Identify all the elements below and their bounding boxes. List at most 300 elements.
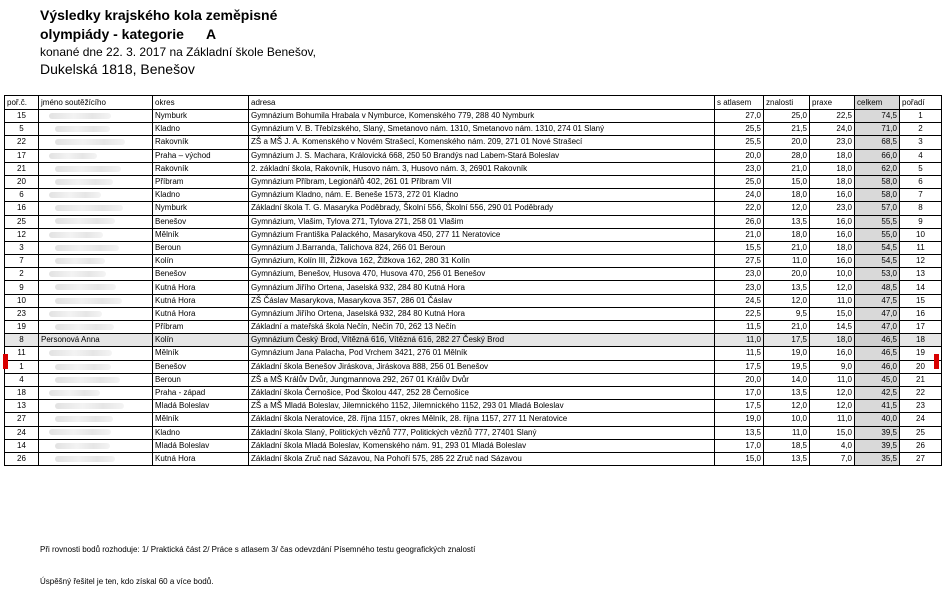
cell-okres: Kolín xyxy=(153,334,249,347)
table-row xyxy=(5,175,942,188)
cell-poradi: 19 xyxy=(900,347,942,360)
cell-okres: Kutná Hora xyxy=(153,307,249,320)
redacted-name xyxy=(55,324,114,330)
cell-praxe: 4,0 xyxy=(810,439,855,452)
col-header-okres: okres xyxy=(153,96,249,110)
table-row xyxy=(5,162,942,175)
cell-adresa: Gymnázium Příbram, Legionářů 402, 261 01 Příbram VII xyxy=(249,175,715,188)
cell-name xyxy=(39,400,153,413)
cell-atlas: 27,0 xyxy=(715,110,764,123)
cell-atlas: 13,5 xyxy=(715,426,764,439)
cell-celkem: 46,0 xyxy=(855,360,900,373)
cell-celkem: 71,0 xyxy=(855,123,900,136)
header-row xyxy=(5,96,942,110)
cell-atlas: 25,5 xyxy=(715,123,764,136)
cell-name xyxy=(39,386,153,399)
cell-adresa: Gymnázium Františka Palackého, Masarykova 450, 277 11 Neratovice xyxy=(249,228,715,241)
cell-name xyxy=(39,281,153,294)
redacted-name xyxy=(55,139,125,145)
cell-znalosti: 21,0 xyxy=(764,321,810,334)
redacted-name xyxy=(55,245,119,251)
cell-por: 5 xyxy=(5,123,39,136)
cell-praxe: 23,0 xyxy=(810,136,855,149)
cell-praxe: 16,0 xyxy=(810,347,855,360)
cell-celkem: 54,5 xyxy=(855,241,900,254)
cell-okres: Mělník xyxy=(153,413,249,426)
cell-praxe: 11,0 xyxy=(810,294,855,307)
cell-name xyxy=(39,307,153,320)
cell-adresa: ZŠ a MŠ Mladá Boleslav, Jilemnického 1152, Jilemnického 1152, 293 01 Mladá Boleslav xyxy=(249,400,715,413)
cell-adresa: Základní škola Mladá Boleslav, Komenského nám. 91, 293 01 Mladá Boleslav xyxy=(249,439,715,452)
cell-praxe: 16,0 xyxy=(810,189,855,202)
cell-praxe: 15,0 xyxy=(810,307,855,320)
cell-okres: Mělník xyxy=(153,228,249,241)
redacted-name xyxy=(49,429,111,435)
cell-adresa: Gymnázium J. S. Machara, Královická 668, 250 50 Brandýs nad Labem-Stará Boleslav xyxy=(249,149,715,162)
table-row xyxy=(5,452,942,465)
cell-okres: Příbram xyxy=(153,321,249,334)
col-header-atlas: s atlasem xyxy=(715,96,764,110)
cell-znalosti: 20,0 xyxy=(764,268,810,281)
cell-praxe: 10,0 xyxy=(810,268,855,281)
cell-praxe: 24,0 xyxy=(810,123,855,136)
cell-adresa: Gymnázium Kladno, nám. E. Beneše 1573, 272 01 Kladno xyxy=(249,189,715,202)
cell-atlas: 23,0 xyxy=(715,268,764,281)
redacted-name xyxy=(55,456,115,462)
cell-por: 7 xyxy=(5,255,39,268)
cell-atlas: 20,0 xyxy=(715,373,764,386)
cell-poradi: 18 xyxy=(900,334,942,347)
cell-por: 10 xyxy=(5,294,39,307)
cell-atlas: 22,5 xyxy=(715,307,764,320)
cell-praxe: 18,0 xyxy=(810,334,855,347)
cell-por: 9 xyxy=(5,281,39,294)
cell-adresa: 2. základní škola, Rakovník, Husovo nám. 3, Husovo nám. 3, 26901 Rakovník xyxy=(249,162,715,175)
cell-celkem: 47,0 xyxy=(855,321,900,334)
redacted-name xyxy=(55,179,113,185)
cell-por: 23 xyxy=(5,307,39,320)
redacted-name xyxy=(49,311,102,317)
cell-praxe: 7,0 xyxy=(810,452,855,465)
cell-znalosti: 11,0 xyxy=(764,426,810,439)
cell-celkem: 35,5 xyxy=(855,452,900,465)
tiebreak-note: Při rovnosti bodů rozhoduje: 1/ Praktická část 2/ Práce s atlasem 3/ čas odevzdání Písemného testu geografických znalostí xyxy=(40,545,476,554)
cell-okres: Benešov xyxy=(153,268,249,281)
cell-adresa: ZŠ a MŠ J. A. Komenského v Novém Strašecí, Komenského nám. 209, 271 01 Nové Strašecí xyxy=(249,136,715,149)
redacted-name xyxy=(55,377,120,383)
title-line-1: Výsledky krajského kola zeměpisné xyxy=(40,7,278,23)
cell-adresa: Gymnázium J.Barranda, Talichova 824, 266 01 Beroun xyxy=(249,241,715,254)
cell-adresa: Gymnázium Český Brod, Vítězná 616, Vítězná 616, 282 27 Český Brod xyxy=(249,334,715,347)
cell-name xyxy=(39,373,153,386)
redacted-name xyxy=(49,390,100,396)
cell-atlas: 24,5 xyxy=(715,294,764,307)
cell-znalosti: 20,0 xyxy=(764,136,810,149)
cell-por: 6 xyxy=(5,189,39,202)
cell-celkem: 46,5 xyxy=(855,347,900,360)
cell-okres: Nymburk xyxy=(153,110,249,123)
redacted-name xyxy=(49,232,103,238)
cell-poradi: 22 xyxy=(900,386,942,399)
cell-celkem: 48,5 xyxy=(855,281,900,294)
cell-adresa: Gymnázium Jana Palacha, Pod Vrchem 3421, 276 01 Mělník xyxy=(249,347,715,360)
cell-znalosti: 19,5 xyxy=(764,360,810,373)
cell-atlas: 25,5 xyxy=(715,136,764,149)
cell-okres: Mělník xyxy=(153,347,249,360)
redacted-name xyxy=(55,126,110,132)
cell-atlas: 11,5 xyxy=(715,321,764,334)
table-row xyxy=(5,268,942,281)
cell-znalosti: 13,5 xyxy=(764,386,810,399)
cell-atlas: 27,5 xyxy=(715,255,764,268)
cell-name xyxy=(39,347,153,360)
redacted-name xyxy=(55,284,116,290)
col-header-adresa: adresa xyxy=(249,96,715,110)
cell-atlas: 23,0 xyxy=(715,281,764,294)
cell-znalosti: 12,0 xyxy=(764,202,810,215)
cell-znalosti: 12,0 xyxy=(764,294,810,307)
col-header-por: poř.č. xyxy=(5,96,39,110)
cell-okres: Rakovník xyxy=(153,136,249,149)
cell-poradi: 24 xyxy=(900,413,942,426)
cell-celkem: 39,5 xyxy=(855,426,900,439)
cell-atlas: 17,5 xyxy=(715,360,764,373)
col-header-praxe: praxe xyxy=(810,96,855,110)
cell-praxe: 12,0 xyxy=(810,386,855,399)
cell-okres: Mladá Boleslav xyxy=(153,439,249,452)
cell-atlas: 20,0 xyxy=(715,149,764,162)
redacted-name xyxy=(55,258,105,264)
cell-celkem: 41,5 xyxy=(855,400,900,413)
cell-atlas: 17,5 xyxy=(715,400,764,413)
cell-celkem: 54,5 xyxy=(855,255,900,268)
table-row xyxy=(5,413,942,426)
cell-celkem: 53,0 xyxy=(855,268,900,281)
venue-address: Dukelská 1818, Benešov xyxy=(40,61,195,77)
cell-okres: Kladno xyxy=(153,123,249,136)
cell-celkem: 58,0 xyxy=(855,189,900,202)
cell-atlas: 21,0 xyxy=(715,228,764,241)
cell-por: 13 xyxy=(5,400,39,413)
cell-praxe: 14,5 xyxy=(810,321,855,334)
cell-por: 3 xyxy=(5,241,39,254)
cell-poradi: 10 xyxy=(900,228,942,241)
cell-name xyxy=(39,439,153,452)
cell-adresa: Gymnázium Bohumila Hrabala v Nymburce, Komenského 779, 288 40 Nymburk xyxy=(249,110,715,123)
cell-atlas: 11,5 xyxy=(715,347,764,360)
cell-celkem: 57,0 xyxy=(855,202,900,215)
redacted-name xyxy=(55,364,111,370)
cell-name xyxy=(39,202,153,215)
cell-atlas: 22,0 xyxy=(715,202,764,215)
col-header-poradi: pořadí xyxy=(900,96,942,110)
results-table xyxy=(4,95,942,466)
cell-znalosti: 14,0 xyxy=(764,373,810,386)
table-row xyxy=(5,347,942,360)
cell-praxe: 18,0 xyxy=(810,175,855,188)
cell-praxe: 23,0 xyxy=(810,202,855,215)
cell-znalosti: 28,0 xyxy=(764,149,810,162)
cell-praxe: 18,0 xyxy=(810,162,855,175)
redacted-name xyxy=(55,443,110,449)
cell-okres: Kutná Hora xyxy=(153,452,249,465)
table-row xyxy=(5,123,942,136)
cell-adresa: Gymnázium Jiřího Ortena, Jaselská 932, 284 80 Kutná Hora xyxy=(249,281,715,294)
cell-praxe: 18,0 xyxy=(810,241,855,254)
cell-celkem: 58,0 xyxy=(855,175,900,188)
cell-znalosti: 21,0 xyxy=(764,241,810,254)
results-body xyxy=(5,110,942,466)
cell-adresa: ZŠ a MŠ Králův Dvůr, Jungmannova 292, 267 01 Králův Dvůr xyxy=(249,373,715,386)
cell-por: 25 xyxy=(5,215,39,228)
cell-adresa: Základní škola Neratovice, 28. října 1157, okres Mělník, 28. října 1157, 277 11 Neratovice xyxy=(249,413,715,426)
cell-znalosti: 9,5 xyxy=(764,307,810,320)
redacted-name xyxy=(49,350,112,356)
cell-praxe: 16,0 xyxy=(810,215,855,228)
cell-okres: Beroun xyxy=(153,373,249,386)
cell-poradi: 7 xyxy=(900,189,942,202)
cell-poradi: 2 xyxy=(900,123,942,136)
table-row xyxy=(5,360,942,373)
cell-name xyxy=(39,215,153,228)
cell-praxe: 18,0 xyxy=(810,149,855,162)
cell-celkem: 42,5 xyxy=(855,386,900,399)
table-row xyxy=(5,281,942,294)
table-row xyxy=(5,386,942,399)
cell-name xyxy=(39,175,153,188)
cell-celkem: 68,5 xyxy=(855,136,900,149)
cell-praxe: 15,0 xyxy=(810,426,855,439)
cell-adresa: Základní škola Zruč nad Sázavou, Na Pohoří 575, 285 22 Zruč nad Sázavou xyxy=(249,452,715,465)
table-row xyxy=(5,189,942,202)
cell-znalosti: 13,5 xyxy=(764,215,810,228)
cell-por: 14 xyxy=(5,439,39,452)
table-row xyxy=(5,136,942,149)
table-row xyxy=(5,241,942,254)
cell-znalosti: 21,5 xyxy=(764,123,810,136)
cell-name xyxy=(39,268,153,281)
cell-okres: Příbram xyxy=(153,175,249,188)
cell-celkem: 39,5 xyxy=(855,439,900,452)
cell-praxe: 12,0 xyxy=(810,400,855,413)
table-row xyxy=(5,400,942,413)
cell-praxe: 11,0 xyxy=(810,373,855,386)
table-row xyxy=(5,110,942,123)
cell-znalosti: 15,0 xyxy=(764,175,810,188)
col-header-name: jméno soutěžícího xyxy=(39,96,153,110)
redacted-name xyxy=(55,166,121,172)
cell-por: 20 xyxy=(5,175,39,188)
title-text: olympiády - kategorie xyxy=(40,26,184,42)
table-row xyxy=(5,294,942,307)
cell-poradi: 25 xyxy=(900,426,942,439)
cell-adresa: Základní škola Černošice, Pod Školou 447, 252 28 Černošice xyxy=(249,386,715,399)
table-row xyxy=(5,321,942,334)
cell-adresa: ZŠ Čáslav Masarykova, Masarykova 357, 286 01 Čáslav xyxy=(249,294,715,307)
cell-por: 21 xyxy=(5,162,39,175)
cell-znalosti: 13,5 xyxy=(764,281,810,294)
cell-por: 1 xyxy=(5,360,39,373)
table-row xyxy=(5,439,942,452)
table-row xyxy=(5,228,942,241)
cell-atlas: 26,0 xyxy=(715,215,764,228)
cell-name xyxy=(39,228,153,241)
table-row xyxy=(5,215,942,228)
cell-okres: Rakovník xyxy=(153,162,249,175)
cell-praxe: 11,0 xyxy=(810,413,855,426)
table-row xyxy=(5,149,942,162)
cell-por: 19 xyxy=(5,321,39,334)
cell-adresa: Základní škola Slaný, Politických vězňů 777, Politických vězňů 777, 27401 Slaný xyxy=(249,426,715,439)
cell-okres: Kladno xyxy=(153,426,249,439)
cell-poradi: 5 xyxy=(900,162,942,175)
redacted-name xyxy=(49,113,111,119)
cell-adresa: Gymnázium V. B. Třebízského, Slaný, Smetanovo nám. 1310, Smetanovo nám. 1310, 274 01 Slaný xyxy=(249,123,715,136)
cell-name xyxy=(39,413,153,426)
redacted-name xyxy=(55,416,113,422)
cell-por: 15 xyxy=(5,110,39,123)
cell-poradi: 6 xyxy=(900,175,942,188)
redacted-name xyxy=(49,192,101,198)
highlight-marker-right xyxy=(934,354,939,369)
cell-atlas: 24,0 xyxy=(715,189,764,202)
cell-por: 22 xyxy=(5,136,39,149)
cell-znalosti: 12,0 xyxy=(764,400,810,413)
cell-name xyxy=(39,162,153,175)
cell-celkem: 66,0 xyxy=(855,149,900,162)
cell-poradi: 14 xyxy=(900,281,942,294)
cell-okres: Benešov xyxy=(153,215,249,228)
cell-znalosti: 21,0 xyxy=(764,162,810,175)
cell-okres: Kladno xyxy=(153,189,249,202)
cell-celkem: 40,0 xyxy=(855,413,900,426)
cell-okres: Kutná Hora xyxy=(153,294,249,307)
cell-praxe: 16,0 xyxy=(810,228,855,241)
cell-por: 4 xyxy=(5,373,39,386)
cell-celkem: 62,0 xyxy=(855,162,900,175)
cell-poradi: 23 xyxy=(900,400,942,413)
cell-poradi: 27 xyxy=(900,452,942,465)
cell-celkem: 47,0 xyxy=(855,307,900,320)
cell-celkem: 74,5 xyxy=(855,110,900,123)
cell-okres: Benešov xyxy=(153,360,249,373)
document-header xyxy=(40,6,316,79)
cell-atlas: 17,0 xyxy=(715,386,764,399)
cell-poradi: 21 xyxy=(900,373,942,386)
held-line: konané dne 22. 3. 2017 na Základní škole Benešov, xyxy=(40,45,316,59)
cell-name xyxy=(39,360,153,373)
table-row xyxy=(5,255,942,268)
cell-name: Personová Anna xyxy=(39,334,153,347)
highlight-marker-left xyxy=(3,354,8,369)
cell-atlas: 25,0 xyxy=(715,175,764,188)
cell-atlas: 17,0 xyxy=(715,439,764,452)
cell-poradi: 12 xyxy=(900,255,942,268)
cell-poradi: 20 xyxy=(900,360,942,373)
cell-atlas: 11,0 xyxy=(715,334,764,347)
cell-name xyxy=(39,426,153,439)
cell-por: 26 xyxy=(5,452,39,465)
cell-praxe: 12,0 xyxy=(810,281,855,294)
cell-name xyxy=(39,294,153,307)
cell-name xyxy=(39,136,153,149)
cell-okres: Mladá Boleslav xyxy=(153,400,249,413)
cell-adresa: Gymnázium, Kolín III, Žižkova 162, Žižkova 162, 280 31 Kolín xyxy=(249,255,715,268)
cell-celkem: 55,5 xyxy=(855,215,900,228)
redacted-name xyxy=(55,218,115,224)
table-row xyxy=(5,202,942,215)
cell-por: 17 xyxy=(5,149,39,162)
success-note: Úspěšný řešitel je ten, kdo získal 60 a více bodů. xyxy=(40,577,214,586)
table-row xyxy=(5,307,942,320)
cell-adresa: Základní a mateřská škola Nečín, Nečín 70, 262 13 Nečín xyxy=(249,321,715,334)
cell-okres: Kutná Hora xyxy=(153,281,249,294)
cell-znalosti: 19,0 xyxy=(764,347,810,360)
cell-znalosti: 18,0 xyxy=(764,189,810,202)
cell-znalosti: 18,0 xyxy=(764,228,810,241)
cell-poradi: 13 xyxy=(900,268,942,281)
cell-poradi: 4 xyxy=(900,149,942,162)
cell-name xyxy=(39,255,153,268)
cell-adresa: Gymnázium, Benešov, Husova 470, Husova 470, 256 01 Benešov xyxy=(249,268,715,281)
cell-praxe: 22,5 xyxy=(810,110,855,123)
category-label: A xyxy=(205,26,217,42)
cell-adresa: Gymnázium, Vlašim, Tylova 271, Tylova 271, 258 01 Vlašim xyxy=(249,215,715,228)
cell-okres: Praha - západ xyxy=(153,386,249,399)
cell-poradi: 8 xyxy=(900,202,942,215)
cell-poradi: 3 xyxy=(900,136,942,149)
cell-por: 16 xyxy=(5,202,39,215)
cell-name xyxy=(39,149,153,162)
cell-por: 11 xyxy=(5,347,39,360)
cell-okres: Nymburk xyxy=(153,202,249,215)
cell-name xyxy=(39,110,153,123)
cell-por: 24 xyxy=(5,426,39,439)
cell-por: 2 xyxy=(5,268,39,281)
cell-name xyxy=(39,452,153,465)
cell-atlas: 15,0 xyxy=(715,452,764,465)
cell-name xyxy=(39,123,153,136)
cell-atlas: 19,0 xyxy=(715,413,764,426)
cell-adresa: Základní škola Benešov Jiráskova, Jiráskova 888, 256 01 Benešov xyxy=(249,360,715,373)
cell-atlas: 23,0 xyxy=(715,162,764,175)
cell-znalosti: 13,5 xyxy=(764,452,810,465)
cell-praxe: 16,0 xyxy=(810,255,855,268)
cell-praxe: 9,0 xyxy=(810,360,855,373)
cell-por: 8 xyxy=(5,334,39,347)
cell-por: 12 xyxy=(5,228,39,241)
cell-poradi: 1 xyxy=(900,110,942,123)
cell-poradi: 16 xyxy=(900,307,942,320)
cell-celkem: 46,5 xyxy=(855,334,900,347)
cell-name xyxy=(39,321,153,334)
table-row xyxy=(5,373,942,386)
cell-poradi: 26 xyxy=(900,439,942,452)
cell-okres: Beroun xyxy=(153,241,249,254)
cell-poradi: 11 xyxy=(900,241,942,254)
title-line-2 xyxy=(40,25,316,44)
cell-por: 27 xyxy=(5,413,39,426)
cell-celkem: 45,0 xyxy=(855,373,900,386)
cell-atlas: 15,5 xyxy=(715,241,764,254)
redacted-name xyxy=(49,153,97,159)
cell-znalosti: 17,5 xyxy=(764,334,810,347)
table-row xyxy=(5,426,942,439)
col-header-celkem: celkem xyxy=(855,96,900,110)
cell-znalosti: 11,0 xyxy=(764,255,810,268)
cell-poradi: 15 xyxy=(900,294,942,307)
cell-celkem: 47,5 xyxy=(855,294,900,307)
